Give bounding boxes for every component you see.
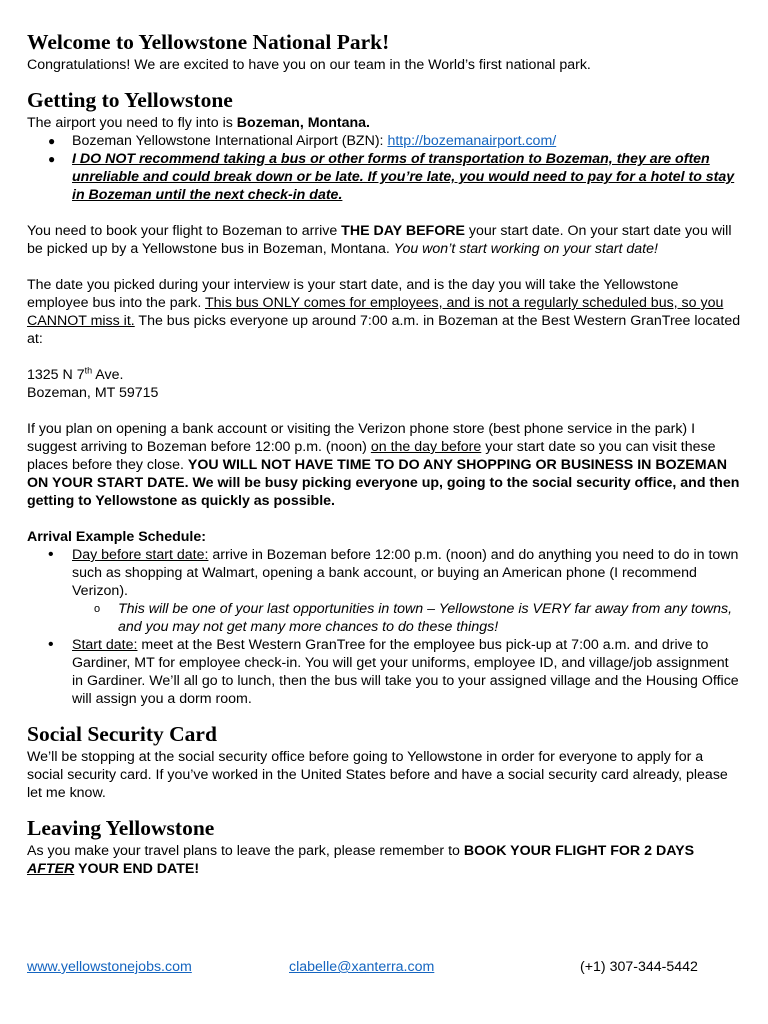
- airport-list: [27, 132, 743, 204]
- circle-bullet-icon: o: [94, 603, 101, 615]
- airport-line: The airport you need to fly into is Bozeman, Montana.: [27, 115, 370, 131]
- bullet-icon: •: [48, 546, 54, 563]
- getting-heading: Getting to Yellowstone: [27, 88, 233, 112]
- address-line-1: 1325 N 7th Ave.: [27, 365, 124, 383]
- leaving-paragraph: As you make your travel plans to leave the park, please remember to BOOK YOUR FLIGHT FOR 2 DAYS AFTER YOUR END DATE!: [27, 843, 695, 877]
- welcome-intro: Congratulations! We are excited to have you on our team in the World’s first national park.: [27, 57, 591, 73]
- address-line-2: Bozeman, MT 59715: [27, 385, 159, 401]
- bullet-icon: •: [48, 636, 54, 653]
- bus-warning: I DO NOT recommend taking a bus or other forms of transportation to Bozeman, they are often unreliable and could break down or be late. If you’re late, you would need to pay for a hotel to stay in Bozeman until the next check-in date.: [72, 151, 735, 203]
- website-link[interactable]: www.yellowstonejobs.com: [27, 959, 192, 975]
- bus-paragraph: The date you picked during your interview is your start date, and is the day you will take the Yellowstone employee bus into the park. This bus ONLY comes for employees, and is not a regularly scheduled bus, so you CANNOT miss it. The bus picks everyone up around 7:00 a.m. in Bozeman at the Best Western GranTree located at:: [27, 277, 741, 347]
- schedule-heading: Arrival Example Schedule:: [27, 529, 206, 545]
- airport-link[interactable]: http://bozemanairport.com/: [387, 133, 557, 149]
- airport-city: Bozeman, Montana.: [236, 115, 370, 131]
- email-link[interactable]: clabelle@xanterra.com: [289, 959, 435, 975]
- leaving-heading: Leaving Yellowstone: [27, 816, 215, 840]
- list-item: ● Bozeman Yellowstone International Airport (BZN): http://bozemanairport.com/: [48, 133, 557, 149]
- list-item: • Start date: meet at the Best Western GranTree for the employee bus pick-up at 7:00 a.m. and drive to Gardiner, MT for employee check-in. You will get your uniforms, employee ID, and village/job assignment in Gardiner. We’ll all go to lunch, then the bus will take you to your assigned village and the Housing Office will assign you a dorm room.: [48, 636, 739, 707]
- bullet-icon: ●: [48, 134, 56, 148]
- flight-paragraph: You need to book your flight to Bozeman to arrive THE DAY BEFORE your start date. On your start date you will be picked up by a Yellowstone bus in Bozeman, Montana. You won’t start working on your start date!: [27, 223, 732, 257]
- welcome-title: Welcome to Yellowstone National Park!: [27, 30, 390, 54]
- social-paragraph: We’ll be stopping at the social security office before going to Yellowstone in order for everyone to apply for a social security card. If you’ve worked in the United States before and have a social security card already, please let me know.: [27, 749, 728, 801]
- list-item: • Day before start date: arrive in Bozeman before 12:00 p.m. (noon) and do anything you need to do in town such as shopping at Walmart, opening a bank account, or buying an American phone (I recommend Verizon).: [48, 546, 739, 599]
- footer: [27, 958, 743, 978]
- arrival-paragraph: If you plan on opening a bank account or visiting the Verizon phone store (best phone service in the park) I suggest arriving to Bozeman before 12:00 p.m. (noon) on the day before your start date so you can visit these places before they close. YOU WILL NOT HAVE TIME TO DO ANY SHOPPING OR BUSINESS IN BOZEMAN ON YOUR START DATE. We will be busy picking everyone up, going to the social security office, and then getting to Yellowstone as quickly as possible.: [27, 421, 740, 509]
- document-body: [27, 28, 743, 878]
- schedule-list: [27, 546, 743, 708]
- social-heading: Social Security Card: [27, 722, 217, 746]
- phone-number: (+1) 307-344-5442: [580, 959, 698, 975]
- list-item: o This will be one of your last opportunities in town – Yellowstone is VERY far away from any towns, and you may not get many more chances to do these things!: [94, 601, 733, 635]
- list-item: [27, 150, 743, 204]
- bullet-icon: ●: [48, 152, 56, 166]
